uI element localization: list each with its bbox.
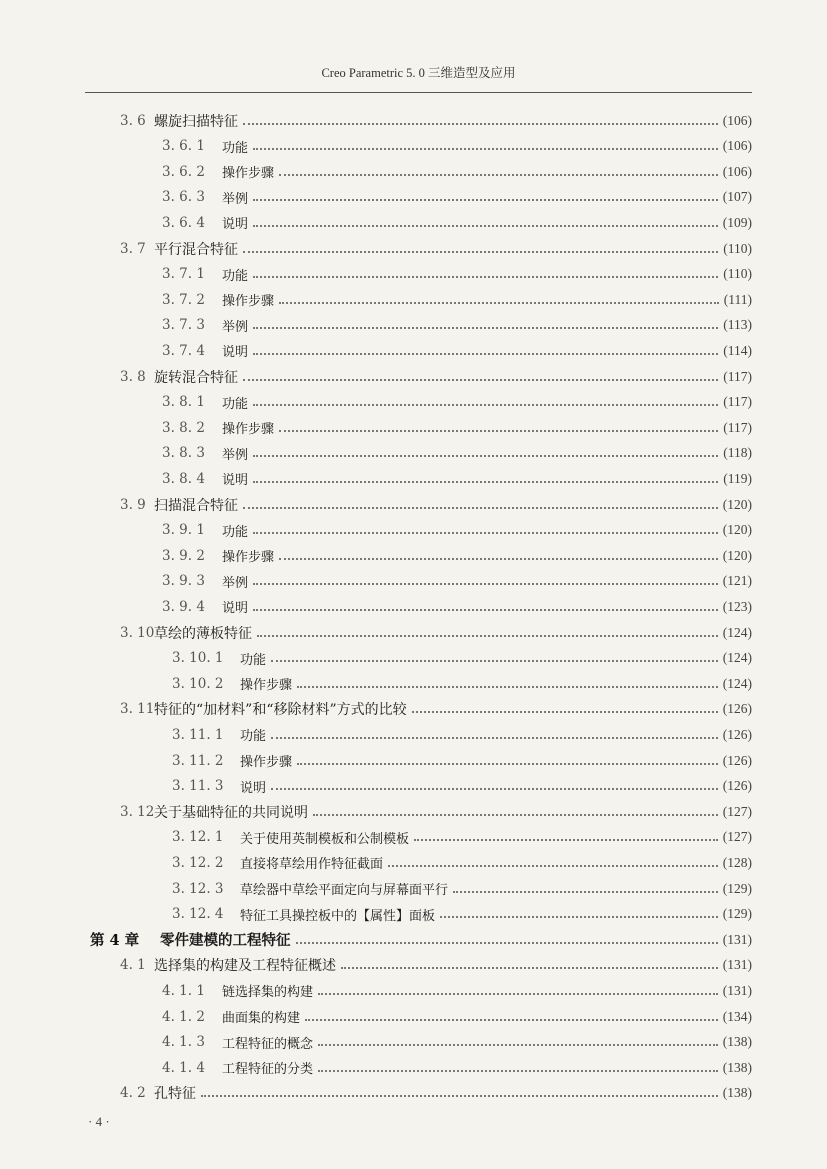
- leader-dots: [318, 1058, 718, 1072]
- toc-entry[interactable]: [0, 1004, 752, 1029]
- toc-entry-page: (134): [722, 1008, 752, 1024]
- toc-entry-number: 3. 11. 1: [172, 726, 224, 743]
- toc-entry-title: 旋转混合特征: [154, 369, 238, 386]
- leader-dots: [253, 520, 718, 534]
- toc-entry-number: 3. 12: [120, 803, 155, 820]
- toc-entry-page: (129): [722, 906, 752, 922]
- leader-dots: [243, 495, 718, 509]
- toc-entry-page: (131): [722, 982, 752, 998]
- leader-dots: [253, 571, 718, 585]
- leader-dots: [253, 315, 718, 329]
- toc-entry[interactable]: [0, 185, 752, 210]
- toc-entry[interactable]: [0, 978, 752, 1003]
- leader-dots: [271, 725, 718, 739]
- leader-dots: [253, 264, 718, 278]
- toc-entry-page: (138): [722, 1059, 752, 1075]
- toc-entry-number: 4. 1. 3: [162, 1034, 205, 1051]
- toc-entry[interactable]: [0, 953, 752, 978]
- toc-entry-title: 操作步骤: [222, 294, 275, 310]
- toc-entry-title: 举例: [222, 319, 249, 335]
- toc-entry-title: 功能: [222, 524, 249, 540]
- toc-entry-page: (126): [722, 701, 752, 717]
- leader-dots: [341, 955, 718, 969]
- leader-dots: [313, 802, 718, 816]
- toc-entry-title: 直接将草绘用作特征截面: [240, 857, 384, 873]
- toc-entry-number: 3. 8: [120, 368, 146, 385]
- toc-entry-number: 4. 1. 2: [162, 1008, 205, 1025]
- toc-entry-page: (124): [722, 650, 752, 666]
- toc-entry-page: (111): [723, 291, 752, 307]
- toc-entry-title: 说明: [222, 217, 249, 233]
- toc-entry-page: (120): [722, 547, 752, 563]
- toc-entry-title: 选择集的构建及工程特征概述: [154, 958, 336, 975]
- toc-entry-number: 3. 10: [120, 624, 155, 641]
- toc-entry-page: (106): [722, 112, 752, 128]
- toc-entry-page: (117): [723, 394, 752, 410]
- toc-entry[interactable]: [0, 159, 752, 184]
- toc-entry-title: 操作步骤: [240, 755, 293, 770]
- toc-entry-title: 草绘的薄板特征: [154, 625, 252, 642]
- leader-dots: [243, 239, 718, 253]
- toc-entry[interactable]: [0, 825, 752, 850]
- toc-entry-page: (114): [723, 342, 752, 358]
- toc-entry[interactable]: [0, 722, 752, 747]
- toc-entry-number: 4. 1. 1: [162, 982, 205, 999]
- toc-entry-page: (120): [722, 522, 752, 538]
- leader-dots: [253, 341, 718, 355]
- toc-entry[interactable]: [0, 774, 752, 799]
- toc-entry-title: 说明: [222, 601, 249, 617]
- toc-entry[interactable]: [0, 466, 752, 491]
- toc-entry-number: 3. 8. 4: [162, 470, 205, 487]
- leader-dots: [253, 213, 718, 227]
- toc-entry-title: 孔特征: [154, 1086, 196, 1103]
- toc-entry-page: (138): [722, 1034, 752, 1050]
- toc-entry[interactable]: [0, 236, 752, 261]
- toc-entry-number: 3. 6. 1: [162, 138, 205, 155]
- toc-entry-number: 3. 6. 2: [162, 163, 205, 180]
- leader-dots: [440, 904, 718, 918]
- toc-entry-number: 第 4 章: [90, 932, 140, 950]
- toc-entry[interactable]: [0, 671, 752, 696]
- toc-entry[interactable]: [0, 287, 752, 312]
- leader-dots: [279, 162, 718, 176]
- toc-entry-number: 4. 2: [120, 1085, 146, 1102]
- toc-entry-title: 链选择集的构建: [222, 985, 314, 1001]
- toc-entry[interactable]: [0, 390, 752, 415]
- toc-entry[interactable]: [0, 799, 752, 824]
- leader-dots: [271, 776, 718, 790]
- leader-dots: [253, 392, 718, 406]
- toc-entry-title: 关于使用英制模板和公制模板: [240, 831, 410, 847]
- toc-entry[interactable]: [0, 850, 752, 875]
- toc-entry-title: 平行混合特征: [154, 241, 238, 258]
- toc-entry-page: (129): [722, 880, 752, 896]
- toc-entry[interactable]: [0, 1055, 752, 1080]
- leader-dots: [279, 546, 718, 560]
- toc-entry[interactable]: [0, 902, 752, 927]
- toc-entry-number: 3. 8. 1: [162, 394, 205, 411]
- leader-dots: [388, 853, 718, 867]
- toc-entry-number: 3. 6. 3: [162, 189, 205, 206]
- toc-entry[interactable]: [0, 748, 752, 773]
- leader-dots: [253, 136, 718, 150]
- toc-entry[interactable]: [0, 927, 752, 952]
- toc-entry[interactable]: [0, 620, 752, 645]
- leader-dots: [257, 623, 718, 637]
- leader-dots: [201, 1083, 718, 1097]
- toc-entry-number: 4. 1. 4: [162, 1059, 205, 1076]
- toc-entry-title: 说明: [222, 345, 249, 361]
- toc-entry-title: 特征工具操控板中的【属性】面板: [240, 908, 436, 924]
- toc-entry[interactable]: [0, 441, 752, 466]
- leader-dots: [297, 751, 718, 765]
- toc-entry-number: 3. 9. 4: [162, 598, 205, 615]
- toc-entry-number: 3. 9. 3: [162, 573, 205, 590]
- leader-dots: [297, 674, 718, 688]
- toc-entry[interactable]: [0, 697, 752, 722]
- toc-entry-page: (106): [722, 163, 752, 179]
- toc-entry-number: 3. 10. 1: [172, 650, 224, 667]
- toc-entry-number: 3. 8. 2: [162, 419, 205, 436]
- leader-dots: [253, 469, 718, 483]
- leader-dots: [253, 597, 718, 611]
- leader-dots: [453, 879, 718, 893]
- toc-entry[interactable]: [0, 518, 752, 543]
- toc-entry-title: 工程特征的分类: [222, 1062, 314, 1078]
- toc-entry-number: 3. 7. 2: [162, 291, 205, 308]
- toc-entry-page: (117): [723, 368, 752, 384]
- toc-entry-number: 3. 12. 1: [172, 829, 224, 846]
- toc-entry-page: (126): [722, 726, 752, 742]
- toc-entry-title: 功能: [222, 140, 249, 156]
- toc-entry-title: 举例: [222, 575, 249, 591]
- toc-entry-page: (128): [722, 854, 752, 870]
- leader-dots: [412, 699, 718, 713]
- toc-entry-page: (120): [722, 496, 752, 512]
- toc-entry-page: (124): [722, 624, 752, 640]
- toc-entry-title: 曲面集的构建: [222, 1011, 301, 1026]
- toc-entry-title: 草绘器中草绘平面定向与屏幕面平行: [240, 883, 449, 898]
- toc-entry-number: 3. 10. 2: [172, 675, 224, 692]
- toc-entry[interactable]: [0, 1030, 752, 1055]
- toc-entry-title: 扫描混合特征: [154, 497, 238, 514]
- toc-entry[interactable]: [0, 646, 752, 671]
- toc-entry-page: (119): [723, 470, 752, 486]
- toc-entry-title: 螺旋扫描特征: [154, 113, 238, 130]
- toc-entry-number: 3. 12. 4: [172, 906, 224, 923]
- toc-entry-number: 4. 1: [120, 957, 146, 974]
- toc-entry-number: 3. 6: [120, 112, 146, 129]
- toc-entry-number: 3. 9. 2: [162, 547, 205, 564]
- toc-entry-title: 功能: [222, 268, 249, 284]
- toc-entry-number: 3. 9: [120, 496, 146, 513]
- toc-entry-page: (123): [722, 598, 752, 614]
- toc-entry-number: 3. 7. 3: [162, 317, 205, 334]
- toc-entry-number: 3. 7. 4: [162, 342, 205, 359]
- toc-entry-page: (131): [722, 931, 752, 947]
- leader-dots: [279, 418, 718, 432]
- toc-entry-number: 3. 12. 2: [172, 854, 224, 871]
- toc-entry-page: (127): [722, 803, 752, 819]
- toc-entry-page: (110): [723, 266, 752, 282]
- leader-dots: [318, 981, 718, 995]
- toc-entry-number: 3. 11. 3: [172, 778, 224, 795]
- toc-entry-title: 功能: [240, 652, 267, 668]
- toc-entry[interactable]: [0, 876, 752, 901]
- toc-entry-title: 操作步骤: [222, 550, 275, 566]
- toc-entry-title: 工程特征的概念: [222, 1036, 314, 1052]
- page-header: Creo Parametric 5. 0 三维造型及应用: [321, 66, 516, 80]
- toc-entry[interactable]: [0, 108, 752, 133]
- toc-entry[interactable]: [0, 543, 752, 568]
- toc-entry-page: (107): [722, 189, 752, 205]
- toc-entry-title: 关于基础特征的共同说明: [154, 804, 308, 821]
- toc-entry-number: 3. 11. 2: [172, 752, 224, 769]
- toc-entry-title: 特征的“加材料”和“移除材料”方式的比较: [154, 702, 407, 719]
- leader-dots: [296, 930, 718, 944]
- header-rule: [85, 92, 752, 93]
- page-number: · 4 ·: [88, 1114, 110, 1129]
- toc-entry-number: 3. 7: [120, 240, 146, 257]
- toc-entry[interactable]: [0, 134, 752, 159]
- leader-dots: [318, 1032, 718, 1046]
- leader-dots: [279, 290, 719, 304]
- toc-entry-page: (109): [722, 214, 752, 230]
- toc-entry[interactable]: [0, 338, 752, 363]
- leader-dots: [243, 367, 718, 381]
- toc-entry[interactable]: [0, 569, 752, 594]
- toc-entry[interactable]: [0, 1081, 752, 1106]
- toc-entry-number: 3. 9. 1: [162, 522, 205, 539]
- toc-entry-title: 说明: [222, 473, 249, 489]
- toc-entry[interactable]: [0, 594, 752, 619]
- toc-entry[interactable]: [0, 262, 752, 287]
- leader-dots: [243, 111, 718, 125]
- toc-entry[interactable]: [0, 313, 752, 338]
- leader-dots: [305, 1007, 718, 1021]
- toc-entry-page: (118): [723, 445, 752, 461]
- toc-entry-page: (106): [722, 138, 752, 154]
- toc-entry-title: 说明: [240, 780, 267, 796]
- leader-dots: [253, 443, 718, 457]
- leader-dots: [271, 648, 718, 662]
- toc-entry[interactable]: [0, 415, 752, 440]
- toc-entry-page: (127): [722, 829, 752, 845]
- toc-entry-title: 操作步骤: [222, 166, 275, 182]
- toc-entry-title: 零件建模的工程特征: [160, 932, 291, 950]
- toc-entry-page: (126): [722, 752, 752, 768]
- toc-entry[interactable]: [0, 492, 752, 517]
- toc-entry[interactable]: [0, 210, 752, 235]
- toc-entry-page: (117): [723, 419, 752, 435]
- leader-dots: [414, 827, 718, 841]
- toc-entry-page: (121): [722, 573, 752, 589]
- toc-entry-page: (131): [722, 957, 752, 973]
- leader-dots: [253, 187, 718, 201]
- toc-entry-title: 功能: [240, 729, 267, 745]
- toc-entry-number: 3. 12. 3: [172, 880, 224, 897]
- toc-entry-title: 操作步骤: [240, 678, 293, 694]
- toc-entry-number: 3. 8. 3: [162, 445, 205, 462]
- toc-entry-page: (126): [722, 778, 752, 794]
- toc-entry-page: (113): [723, 317, 752, 333]
- toc-entry-page: (124): [722, 675, 752, 691]
- toc-entry-page: (138): [722, 1085, 752, 1101]
- toc-entry-title: 举例: [222, 191, 249, 207]
- toc-entry-title: 功能: [222, 396, 249, 412]
- toc-entry-title: 操作步骤: [222, 422, 275, 438]
- toc-entry-page: (110): [723, 240, 752, 256]
- toc-entry-number: 3. 6. 4: [162, 214, 205, 231]
- toc-entry-title: 举例: [222, 447, 249, 463]
- toc-entry-number: 3. 7. 1: [162, 266, 205, 283]
- toc-entry[interactable]: [0, 364, 752, 389]
- toc-entry-number: 3. 11: [120, 701, 155, 718]
